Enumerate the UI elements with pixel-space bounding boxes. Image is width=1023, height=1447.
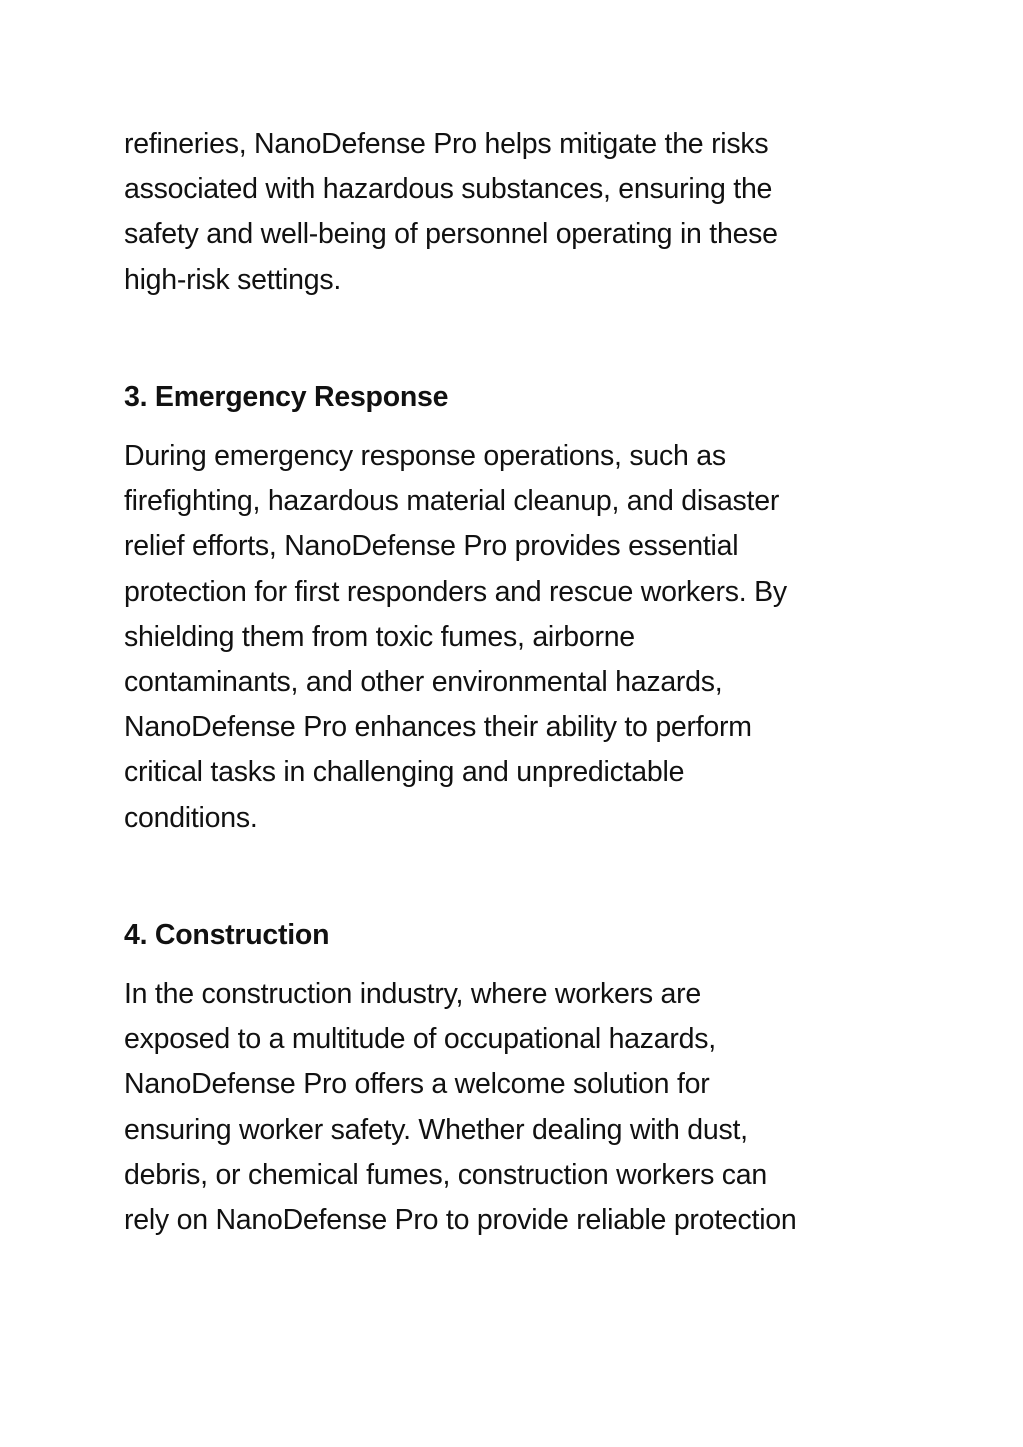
paragraph-line: During emergency response operations, such as <box>124 440 726 473</box>
paragraph-continued <box>124 122 904 303</box>
paragraph-line: high-risk settings. <box>124 263 342 296</box>
paragraph-line: refineries, NanoDefense Pro helps mitigate the risks <box>124 128 769 160</box>
paragraph-line: critical tasks in challenging and unpredictable <box>124 756 685 789</box>
paragraph-line: associated with hazardous substances, ensuring the <box>124 173 773 206</box>
paragraph-construction <box>124 972 904 1243</box>
paragraph-line: rely on NanoDefense Pro to provide reliable protection <box>124 1204 797 1237</box>
paragraph-line: conditions. <box>124 801 258 834</box>
paragraph-line: NanoDefense Pro enhances their ability to perform <box>124 711 752 744</box>
paragraph-line: firefighting, hazardous material cleanup, and disaster <box>124 485 780 518</box>
paragraph-line: safety and well-being of personnel operating in these <box>124 218 778 251</box>
paragraph-line: shielding them from toxic fumes, airborne <box>124 620 635 653</box>
paragraph-line: NanoDefense Pro offers a welcome solution for <box>124 1068 710 1101</box>
paragraph-line: debris, or chemical fumes, construction workers can <box>124 1158 768 1191</box>
paragraph-line: protection for first responders and rescue workers. By <box>124 575 787 608</box>
section-heading-emergency-response: 3. Emergency Response <box>124 380 449 413</box>
paragraph-line: In the construction industry, where workers are <box>124 978 701 1011</box>
paragraph-line: contaminants, and other environmental hazards, <box>124 666 723 699</box>
document-page <box>124 122 904 1243</box>
paragraph-line: exposed to a multitude of occupational hazards, <box>124 1023 716 1056</box>
section-heading-construction: 4. Construction <box>124 918 330 951</box>
paragraph-line: ensuring worker safety. Whether dealing with dust, <box>124 1113 748 1146</box>
paragraph-emergency-response <box>124 434 904 841</box>
paragraph-line: relief efforts, NanoDefense Pro provides essential <box>124 530 739 563</box>
